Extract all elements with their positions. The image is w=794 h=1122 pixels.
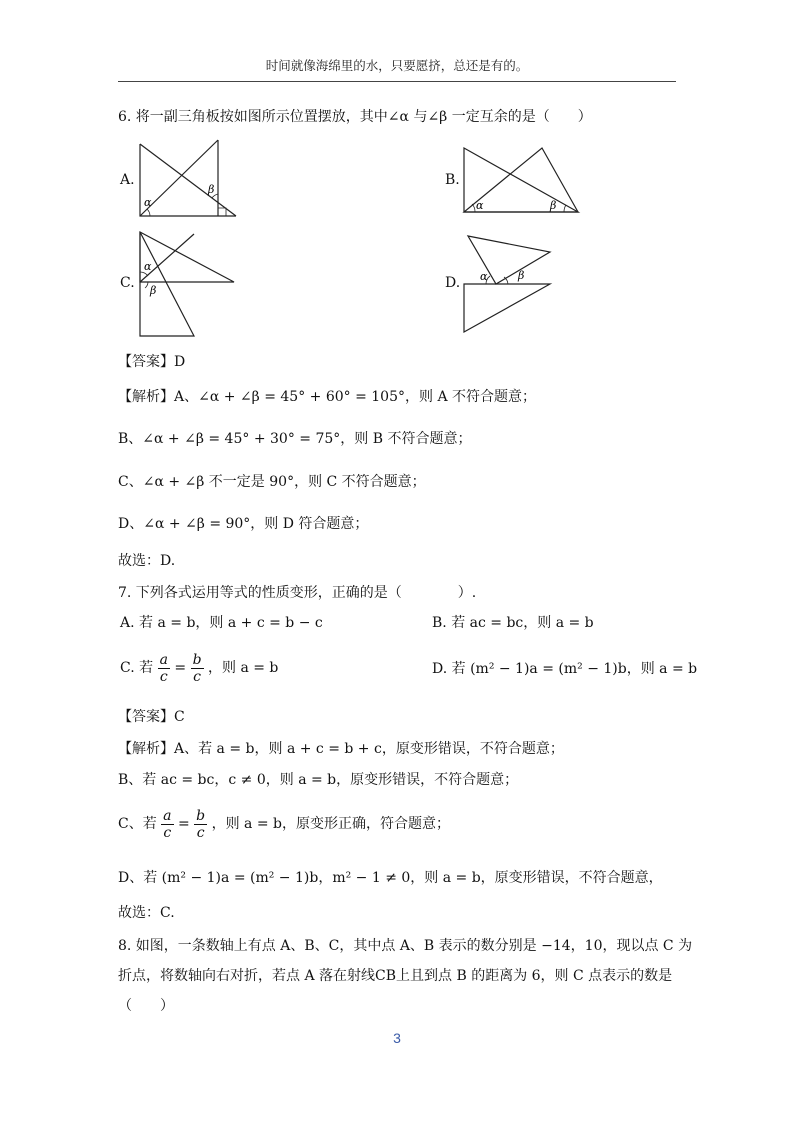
q6-analysis-d: D、∠α + ∠β = 90°，则 D 符合题意； — [118, 516, 369, 532]
q7-stem: 7. 下列各式运用等式的性质变形，正确的是（ ）. — [118, 585, 477, 601]
q6-figure-c — [136, 228, 240, 340]
q6c-beta-label: β — [150, 284, 157, 297]
q7-option-a: A. 若 a = b，则 a + c = b − c — [120, 615, 323, 631]
q6-analysis-c: C、∠α + ∠β 不一定是 90°，则 C 不符合题意； — [118, 474, 426, 490]
q7-option-c-post: ，则 a = b — [208, 660, 279, 676]
q6d-beta-label: β — [518, 269, 525, 282]
q6-analysis-b: B、∠α + ∠β = 45° + 30° = 75°，则 B 不符合题意； — [118, 431, 472, 447]
q6d-alpha-label: α — [480, 270, 488, 283]
q7-analysis-d: D、若 (m² − 1)a = (m² − 1)b，m² − 1 ≠ 0，则 a = b，原变形错误，不符合题意， — [118, 870, 663, 886]
q7c-fraction-right: $\frac{b}{c}$ — [192, 651, 202, 685]
q7-option-c — [120, 650, 278, 686]
q8-line-1: 8. 如图，一条数轴上有点 A、B、C，其中点 A、B 表示的数分别是 −14，10，现以点 C 为 — [118, 938, 693, 954]
q6-analysis-a: A、∠α + ∠β = 45° + 60° = 105°，则 A 不符合题意； — [174, 389, 537, 405]
q7-analysis-c — [118, 806, 450, 842]
q6-analysis-head: 【解析】 — [118, 389, 174, 405]
page-number: 3 — [393, 1030, 401, 1046]
q7c-equals: = — [174, 660, 187, 676]
q7-analysis-a: 【解析】A、若 a = b，则 a + c = b + c，原变形错误，不符合题意； — [118, 741, 564, 757]
q6a-beta-label: β — [208, 183, 215, 196]
q6-option-d-label: D. — [445, 275, 461, 291]
q8-line-2: 折点，将数轴向右对折，若点 A 落在射线CB上且到点 B 的距离为 6，则 C 点表示的数是 — [118, 968, 673, 984]
q6-option-b-label: B. — [445, 172, 460, 188]
q7-analysis-fraction-left: $\frac{a}{c}$ — [163, 807, 172, 841]
q7-analysis-b: B、若 ac = bc，c ≠ 0，则 a = b，原变形错误，不符合题意； — [118, 772, 519, 788]
q7-analysis-equals: = — [177, 816, 190, 832]
q6-figure-a — [136, 136, 240, 220]
q6-option-a-label: A. — [120, 172, 135, 188]
q6-stem: 6. 将一副三角板按如图所示位置摆放，其中∠α 与∠β 一定互余的是（ ） — [118, 109, 592, 125]
q7-option-b: B. 若 ac = bc，则 a = b — [432, 615, 594, 631]
q7-analysis-c-post: ，则 a = b，原变形正确，符合题意； — [211, 816, 450, 832]
q6-option-c-label: C. — [120, 275, 135, 291]
header-motto: 时间就像海绵里的水，只要愿挤，总还是有的。 — [265, 58, 529, 73]
q6c-alpha-label: α — [144, 260, 152, 273]
q6b-beta-label: β — [550, 199, 557, 212]
q7-answer: 【答案】C — [118, 709, 185, 725]
header-divider — [118, 81, 676, 82]
q7c-fraction-left: $\frac{a}{c}$ — [159, 651, 168, 685]
q7-choose: 故选：C. — [118, 905, 175, 921]
q6-choose: 故选：D. — [118, 553, 176, 569]
q6-figure-b — [460, 144, 584, 216]
q6-figure-d — [460, 232, 556, 336]
q6b-alpha-label: α — [476, 199, 484, 212]
q7-analysis-c-pre: C、若 — [118, 816, 157, 832]
q7-option-d: D. 若 (m² − 1)a = (m² − 1)b，则 a = b — [432, 661, 698, 677]
q6a-alpha-label: α — [144, 196, 152, 209]
q6-analysis — [118, 387, 536, 407]
q7-analysis-fraction-right: $\frac{b}{c}$ — [196, 807, 206, 841]
q8-line-3: （ ） — [118, 998, 174, 1014]
q6-answer: 【答案】D — [118, 354, 186, 370]
q7-option-c-pre: C. 若 — [120, 660, 154, 676]
